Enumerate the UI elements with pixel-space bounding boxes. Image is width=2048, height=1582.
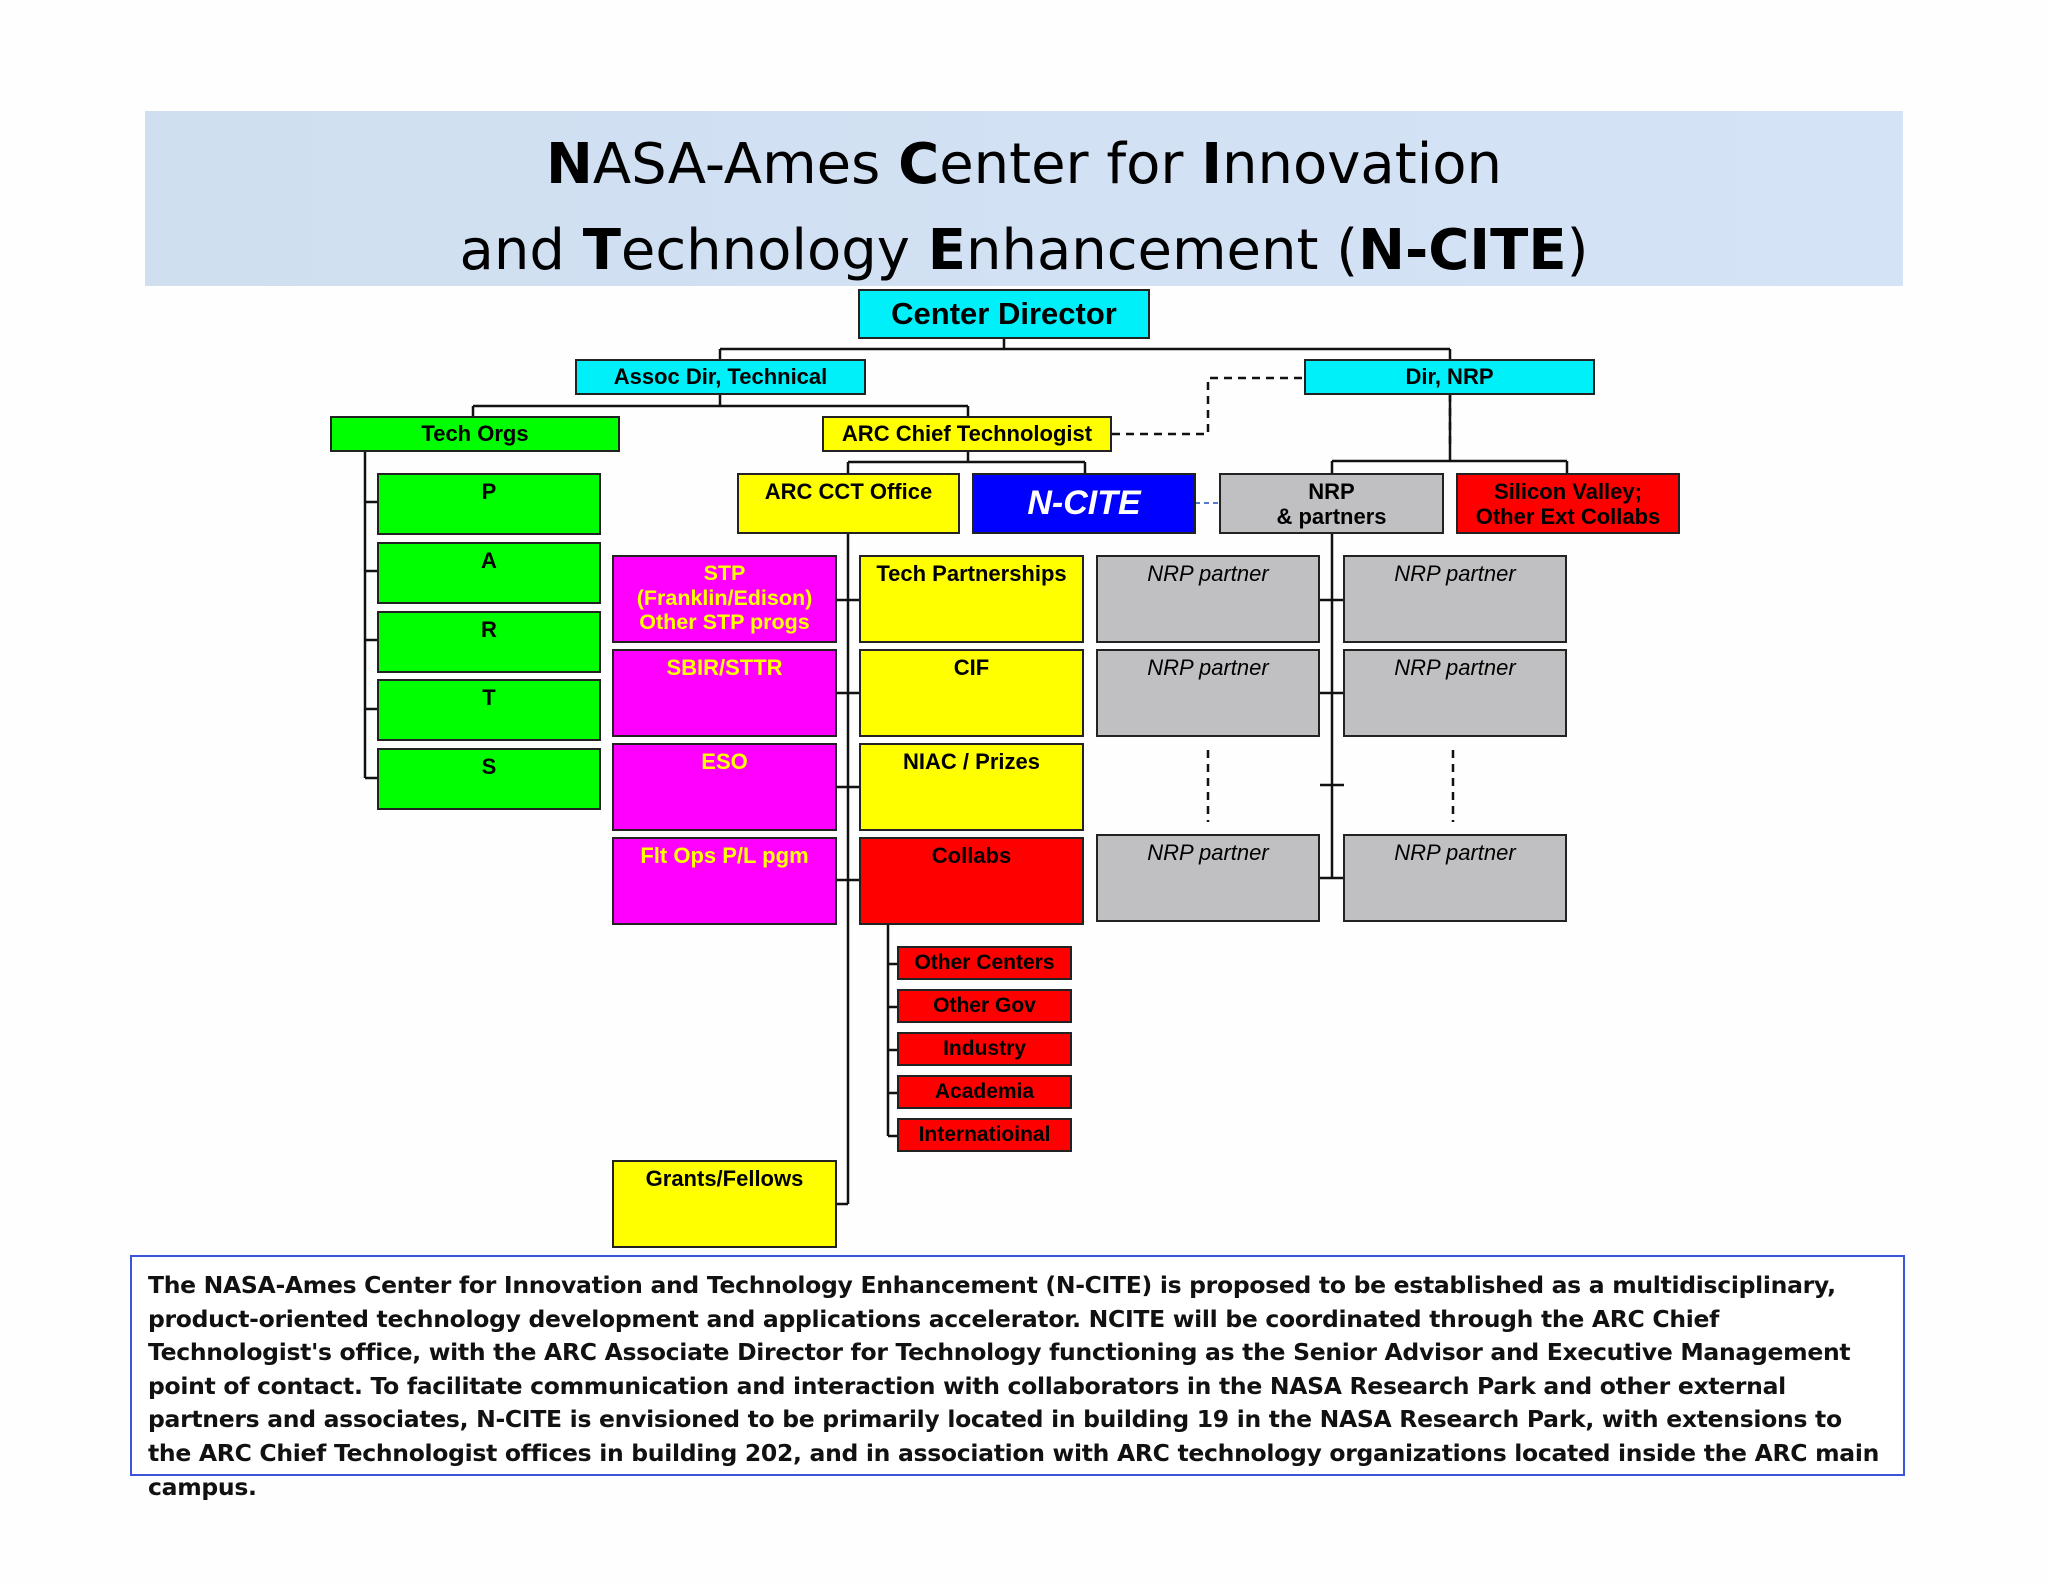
sbir-sttr-label: SBIR/STTR	[666, 655, 783, 680]
title-segment: E	[927, 218, 966, 283]
nrp-partners-box	[1219, 473, 1444, 534]
eso-box	[612, 743, 837, 831]
ncite-box	[972, 473, 1196, 534]
title-segment: ASA-Ames	[592, 132, 899, 197]
nrp-partner-box	[1343, 834, 1567, 922]
part-label: P	[481, 479, 497, 504]
title-segment: and	[459, 218, 583, 283]
part-box-t	[377, 679, 601, 741]
grants-fellows-label: Grants/Fellows	[645, 1166, 804, 1191]
dir-nrp-box	[1304, 359, 1595, 395]
collab-item-label: Other Centers	[914, 950, 1055, 974]
arc-cct-office-label: ARC CCT Office	[764, 479, 933, 504]
arc-chief-technologist-label: ARC Chief Technologist	[841, 421, 1093, 447]
collab-item-label: Academia	[934, 1079, 1035, 1103]
grants-fellows-box	[612, 1160, 837, 1248]
tech-orgs-label: Tech Orgs	[421, 421, 529, 447]
part-label: R	[481, 617, 497, 642]
flt-ops-box	[612, 837, 837, 925]
collabs-label: Collabs	[931, 843, 1012, 868]
title-segment: nnovation	[1222, 132, 1503, 197]
nrp-partners-label-2: & partners	[1276, 504, 1387, 530]
nrp-partner-box	[1096, 834, 1320, 922]
stp-box	[612, 555, 837, 643]
part-label: S	[481, 754, 497, 779]
part-box-p	[377, 473, 601, 535]
tech-partnerships-label: Tech Partnerships	[876, 561, 1067, 586]
collab-item-label: Other Gov	[933, 993, 1036, 1017]
tech-partnerships-box	[859, 555, 1084, 643]
title-segment: I	[1201, 132, 1223, 197]
collab-item-label: Industry	[943, 1036, 1026, 1060]
silicon-valley-label-2: Other Ext Collabs	[1475, 504, 1661, 530]
title-segment: enter for	[939, 132, 1202, 197]
collab-other-centers	[897, 946, 1072, 980]
assoc-dir-label: Assoc Dir, Technical	[613, 364, 828, 390]
part-label: T	[482, 685, 496, 710]
collabs-box	[859, 837, 1084, 925]
collab-other-gov	[897, 989, 1072, 1023]
tech-orgs-box	[330, 416, 620, 452]
nrp-partner-box	[1096, 555, 1320, 643]
cif-box	[859, 649, 1084, 737]
nrp-partner-label: NRP partner	[1394, 561, 1516, 586]
title-segment: N-CITE	[1358, 218, 1567, 283]
collab-industry	[897, 1032, 1072, 1066]
arc-cct-office-box	[737, 473, 960, 534]
center-director-box	[858, 289, 1150, 339]
description-text: The NASA-Ames Center for Innovation and Technology Enhancement (N-CITE) is proposed to be established as a multidisciplinary, product-oriented technology development and applications accelerator. NCITE will be coordinated through the ARC Chief Technologist's office, with the ARC Associate Director for Technology functioning as the Senior Advisor and Executive Management point of contact. To facilitate communication and interaction with collaborators in the NASA Research Park and other external partners and associates, N-CITE is envisioned to be primarily located in building 19 in the NASA Research Park, with extensions to the ARC Chief Technologist offices in building 202, and in association with ARC technology organizations located inside the ARC main campus.	[148, 1271, 1880, 1501]
flt-ops-label: Flt Ops P/L pgm	[640, 843, 809, 868]
assoc-dir-box	[575, 359, 866, 395]
description-box	[130, 1255, 1905, 1501]
silicon-valley-label-1: Silicon Valley;	[1494, 479, 1642, 504]
collab-academia	[897, 1075, 1072, 1109]
niac-prizes-box	[859, 743, 1084, 831]
nrp-partner-label: NRP partner	[1394, 655, 1516, 680]
niac-prizes-label: NIAC / Prizes	[903, 749, 1040, 774]
cif-label: CIF	[953, 655, 990, 680]
collab-item-label: Internatioinal	[918, 1122, 1051, 1146]
title-segment: T	[582, 218, 621, 283]
stp-label-3: Other STP progs	[639, 610, 810, 635]
collab-international	[897, 1118, 1072, 1152]
nrp-partner-label: NRP partner	[1147, 655, 1269, 680]
nrp-partner-label: NRP partner	[1147, 840, 1269, 865]
part-box-r	[377, 611, 601, 673]
arc-chief-technologist-box	[822, 416, 1112, 452]
nrp-partner-label: NRP partner	[1394, 840, 1516, 865]
nrp-partner-box	[1343, 555, 1567, 643]
eso-label: ESO	[701, 749, 748, 774]
part-label: A	[481, 548, 497, 573]
silicon-valley-box	[1456, 473, 1680, 534]
part-box-s	[377, 748, 601, 810]
dir-nrp-label: Dir, NRP	[1405, 364, 1494, 390]
nrp-partners-label-1: NRP	[1308, 479, 1355, 504]
nrp-partner-label: NRP partner	[1147, 561, 1269, 586]
title-segment: N	[545, 132, 593, 197]
stp-label-2: (Franklin/Edison)	[636, 585, 813, 610]
title-segment: C	[898, 132, 940, 197]
part-box-a	[377, 542, 601, 604]
title-segment: )	[1566, 218, 1589, 283]
nrp-partner-box	[1096, 649, 1320, 737]
stp-label-1: STP	[703, 561, 746, 585]
ncite-label: N-CITE	[1027, 483, 1141, 522]
center-director-label: Center Director	[891, 296, 1117, 332]
title-segment: echnology	[620, 218, 928, 283]
nrp-partner-box	[1343, 649, 1567, 737]
title-segment: nhancement (	[965, 218, 1359, 283]
sbir-sttr-box	[612, 649, 837, 737]
